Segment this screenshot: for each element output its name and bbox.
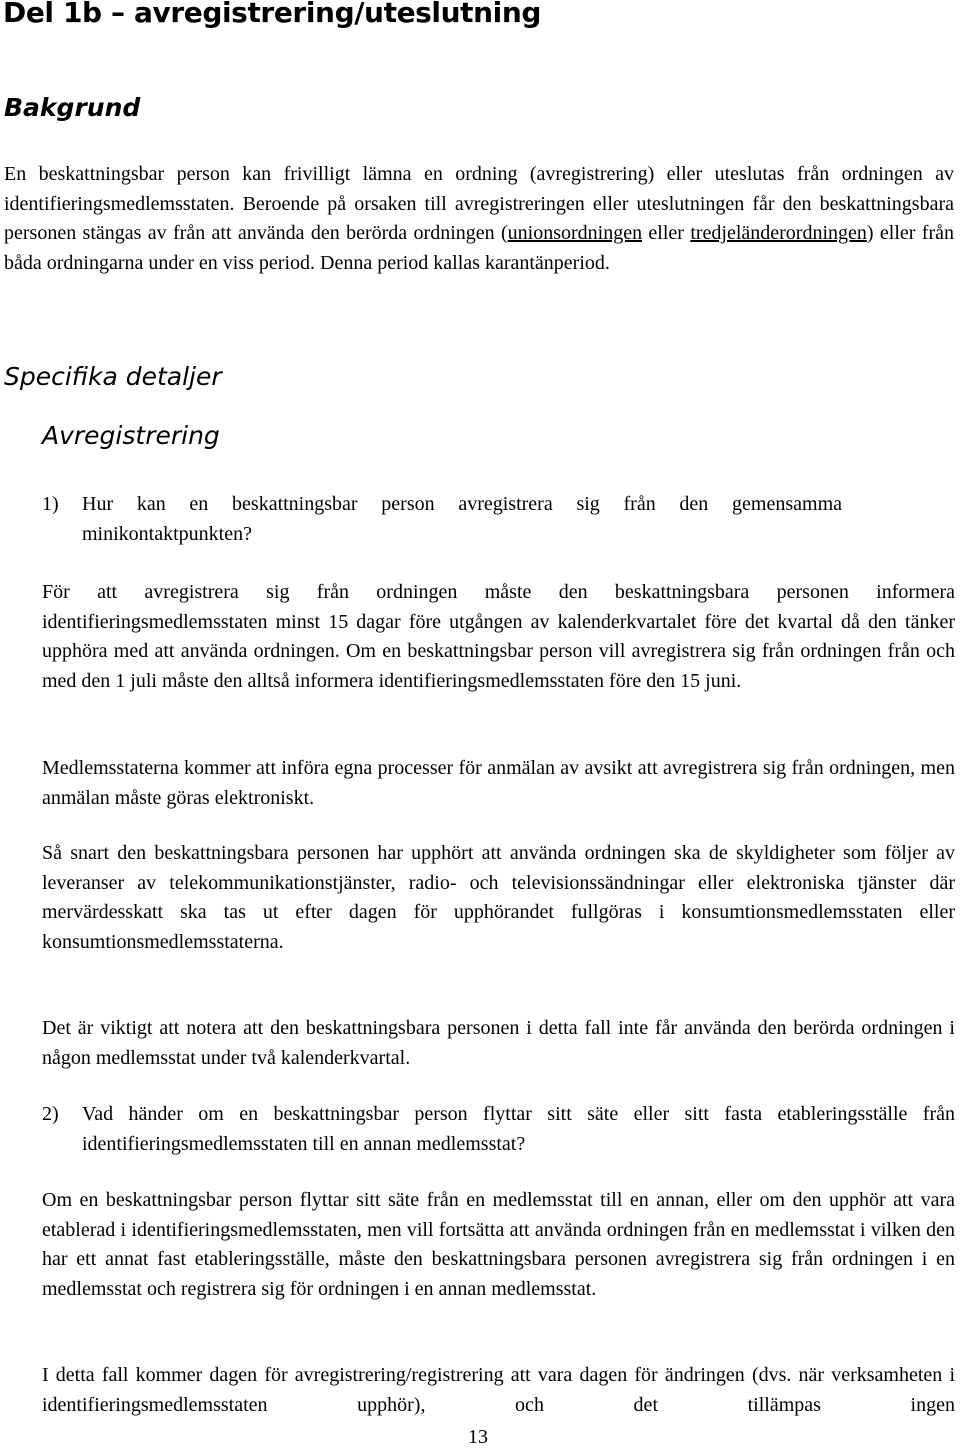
question-2 xyxy=(42,1100,955,1159)
answer-1-paragraph-3: Så snart den beskattningsbara personen har upphört att använda ordningen ska de skyldigheter som följer av leveranser av telekommunikationstjänster, radio- och televisionssändningar eller elektroniska tjänster där mervärdesskatt ska tas ut efter dagen för upphörandet fullgöras i konsumtionsmedlemsstaten eller konsumtionsmedlemsstaterna. xyxy=(42,842,955,953)
question-2-text: Vad händer om en beskattningsbar person flyttar sitt säte eller sitt fasta etableringsställe från identifieringsmedlemsstaten till en annan medlemsstat? xyxy=(82,1103,955,1155)
link-tredjelanderordningen[interactable]: tredjeländerordningen xyxy=(690,222,867,244)
question-2-number: 2) xyxy=(42,1103,59,1125)
heading-avregistrering: Avregistrering xyxy=(42,421,220,450)
heading-bakgrund: Bakgrund xyxy=(4,93,141,122)
question-1-number: 1) xyxy=(42,493,59,515)
answer-1-paragraph-4: Det är viktigt att notera att den beskattningsbara personen i detta fall inte får använda den berörda ordningen i någon medlemsstat under två kalenderkvartal. xyxy=(42,1017,955,1069)
page-number: 13 xyxy=(468,1426,488,1448)
question-1 xyxy=(42,490,842,549)
answer-1-paragraph-1: För att avregistrera sig från ordningen måste den beskattningsbara personen informera identifieringsmedlemsstaten minst 15 dagar före utgången av kalenderkvartalet före det kvartal då den tänker upphöra med att använda ordningen. Om en beskattningsbar person vill avregistrera sig från ordningen från och med den 1 juli måste den alltså informera identifieringsmedlemsstaten före den 15 juni. xyxy=(42,581,955,692)
bakgrund-text-3: ) eller från båda ordningarna under en viss period. Denna period kallas karantänperiod. xyxy=(4,222,954,274)
question-1-text: Hur kan en beskattningsbar person avregistrera sig från den gemensamma minikontaktpunkten? xyxy=(82,493,842,545)
bakgrund-text-2: eller xyxy=(642,222,691,244)
bakgrund-text-1: En beskattningsbar person kan frivilligt lämna en ordning (avregistrering) eller uteslutas från ordningen av identifieringsmedlemsstaten. Beroende på orsaken till avregistreringen eller uteslutningen får den beskattningsbara personen stängas av från att använda den berörda ordningen ( xyxy=(4,163,954,244)
bakgrund-paragraph xyxy=(4,160,954,278)
document-title: Del 1b – avregistrering/uteslutning xyxy=(3,0,542,29)
answer-1-paragraph-2: Medlemsstaterna kommer att införa egna processer för anmälan av avsikt att avregistrera sig från ordningen, men anmälan måste göras elektroniskt. xyxy=(42,757,955,809)
answer-2-paragraph-1: Om en beskattningsbar person flyttar sitt säte från en medlemsstat till en annan, eller om den upphör att vara etablerad i identifieringsmedlemsstaten, men vill fortsätta att använda ordningen från en medlemsstat i vilken den har ett annat fast etableringsställe, måste den beskattningsbara personen avregistrera sig från ordningen i en medlemsstat och registrera sig för ordningen i en annan medlemsstat. xyxy=(42,1189,955,1300)
answer-2-paragraph-2: I detta fall kommer dagen för avregistrering/registrering att vara dagen för ändringen (dvs. när verksamheten i identifieringsmedlemsstaten upphör), och det tillämpas ingen xyxy=(42,1364,955,1416)
heading-specifika-detaljer: Specifika detaljer xyxy=(4,362,222,391)
link-unionsordningen[interactable]: unionsordningen xyxy=(507,222,643,244)
